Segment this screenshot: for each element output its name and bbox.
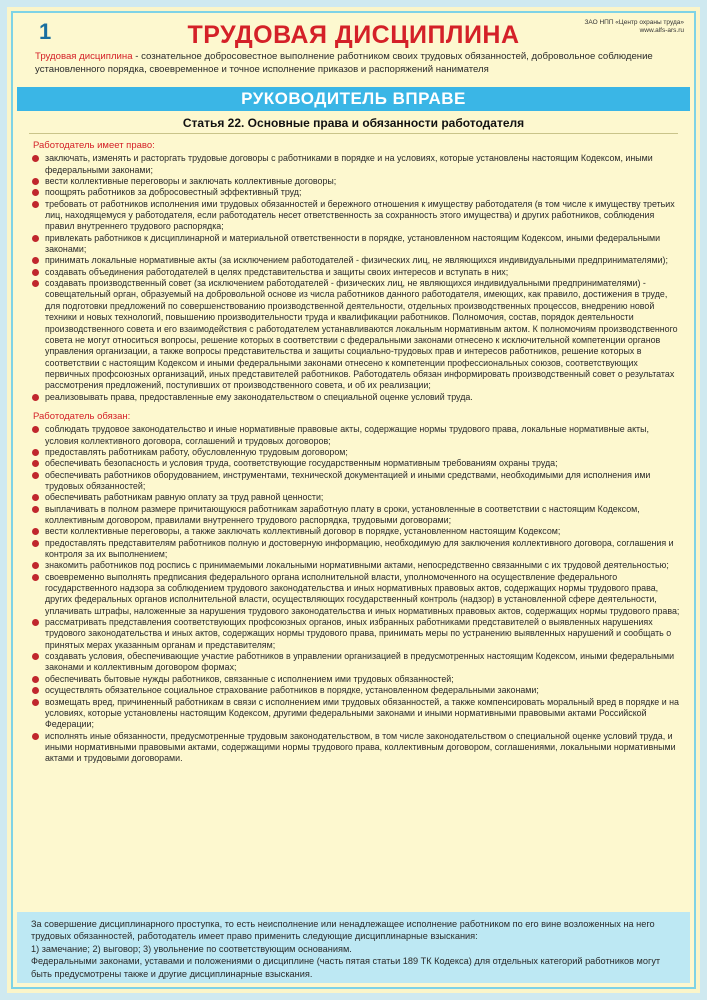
rights-list-item [31, 153, 680, 176]
duties-list-item-text: возмещать вред, причиненный работникам в связи с исполнением ими трудовых обязанностей, а также компенсировать моральный вред в порядке и на условиях, которые установлены настоящим Кодексом, другими федеральными законами и иными нормативными правовыми актами Российской Федерации; [45, 696, 679, 730]
duties-list-item [31, 651, 680, 674]
article-content [31, 137, 680, 765]
bullet-icon [32, 280, 39, 287]
poster-number: 1 [39, 19, 52, 44]
definition-body: - сознательное добросовестное выполнение работником своих трудовых обязанностей, добровольное соблюдение установленного порядка, своевременное и точное исполнение приказов и распоряжений нанимателя [35, 51, 653, 75]
duties-list-item [31, 470, 680, 493]
bullet-icon [32, 733, 39, 740]
duties-list-item [31, 492, 680, 503]
bullet-icon [32, 394, 39, 401]
rights-list-item-text: вести коллективные переговоры и заключать коллективные договоры; [45, 176, 337, 187]
rights-list-item-text: заключать, изменять и расторгать трудовые договоры с работниками в порядке и на условиях, которые установлены настоящим Кодексом, иными федеральными законами; [45, 153, 653, 175]
bullet-icon [32, 269, 39, 276]
poster-body [11, 11, 696, 989]
duties-heading: Работодатель обязан: [33, 410, 131, 422]
duties-list-item-text: соблюдать трудовое законодательство и иные нормативные правовые акты, содержащие нормы трудового права, локальные нормативные акты, условия коллективного договора, соглашений и трудовых договоров; [45, 424, 649, 446]
bullet-icon [32, 189, 39, 196]
duties-list-item-text: предоставлять работникам работу, обусловленную трудовым договором; [45, 446, 348, 457]
duties-list-item-text: рассматривать представления соответствующих профсоюзных органов, иных избранных работниками представителей о выявленных нарушениях трудового законодательства и иных актов, содержащих нормы трудового права, принимать меры по устранению выявленных нарушений и сообщать о принятых мерах указанным органам и представителям; [45, 617, 672, 650]
definition-term: Трудовая дисциплина [35, 51, 133, 62]
duties-list-item-text: предоставлять представителям работников полную и достоверную информацию, необходимую для заключения коллективного договора, соглашения и контроля за их выполнением; [45, 537, 674, 560]
bullet-icon [32, 235, 39, 242]
bullet-icon [32, 574, 39, 581]
duties-list-item [31, 424, 680, 447]
duties-list-item-text: исполнять иные обязанности, предусмотренные трудовым законодательством, в том числе законодательством о специальной оценке условий труда, и иными нормативными правовыми актами, содержащими нормы трудового права, коллективным договором, соглашениями, локальными нормативными актами и трудовыми договорами. [45, 730, 676, 764]
rights-list-item-text: привлекать работников к дисциплинарной и материальной ответственности в порядке, установленном настоящим Кодексом, иными федеральными законами; [45, 232, 661, 255]
duties-list-item-text: своевременно выполнять предписания федерального органа исполнительной власти, уполномоченного на осуществление федерального государственного надзора за соблюдением трудового законодательства и иных нормативных правовых актов, содержащих нормы трудового права, других федеральных органов исполнительной власти, осуществляющих государственный контроль (надзор) в установленной сфере деятельности, уплачивать штрафы, наложенные за нарушения трудового законодательства и иных нормативных правовых актов, содержащих нормы трудового права; [45, 571, 680, 616]
rights-list-item [31, 199, 680, 233]
rights-list-item [31, 176, 680, 187]
rights-list-item [31, 267, 680, 278]
duties-list-item [31, 685, 680, 696]
article-title: Статья 22. Основные права и обязанности работодателя [182, 116, 525, 130]
rights-heading: Работодатель имеет право: [33, 140, 155, 151]
duties-list-item [31, 447, 680, 458]
footer-paragraph-1: За совершение дисциплинарного проступка, то есть неисполнение или ненадлежащее исполнение работником по его вине возложенных на него трудовых обязанностей, работодатель имеет право применить следующие дисциплинарные взыскания: [31, 919, 655, 942]
duties-list-item [31, 617, 680, 651]
bullet-icon [32, 257, 39, 264]
bullet-icon [32, 472, 39, 479]
rights-list-item-text: принимать локальные нормативные акты (за исключением работодателей - физических лиц, не являющихся индивидуальными предпринимателями); [45, 255, 668, 266]
bullet-icon [32, 562, 39, 569]
rights-list-item-text: создавать объединения работодателей в целях представительства и защиты своих интересов и вступать в них; [45, 266, 509, 277]
duties-list-item [31, 572, 680, 617]
bullet-icon [32, 653, 39, 660]
bullet-icon [32, 619, 39, 626]
rights-list [31, 153, 680, 403]
bullet-icon [32, 155, 39, 162]
duties-list-item-text: обеспечивать работникам равную оплату за труд равной ценности; [45, 492, 324, 503]
bullet-icon [32, 528, 39, 535]
rights-list-item-text: реализовывать права, предоставленные ему законодательством о специальной оценке условий труда. [45, 391, 473, 402]
disciplinary-info-box [17, 912, 690, 983]
bullet-icon [32, 201, 39, 208]
duties-list-item-text: обеспечивать безопасность и условия труда, соответствующие государственным нормативным требованиям охраны труда; [45, 458, 558, 469]
bullet-icon [32, 540, 39, 547]
duties-list-item-text: обеспечивать работников оборудованием, инструментами, технической документацией и иными средствами, необходимыми для исполнения ими трудовых обязанностей; [45, 469, 651, 491]
duties-list-item [31, 526, 680, 537]
duties-list-item-text: выплачивать в полном размере причитающуюся работникам заработную плату в сроки, установленные в соответствии с настоящим Кодексом, коллективным договором, правилами внутреннего трудового распорядка, трудовыми договорами; [45, 503, 640, 525]
rights-list-item [31, 187, 680, 198]
definition-text [35, 51, 678, 76]
rights-list-item-text: поощрять работников за добросовестный эффективный труд; [45, 187, 302, 198]
bullet-icon [32, 699, 39, 706]
duties-list-item [31, 697, 680, 731]
duties-list-item [31, 674, 680, 685]
bullet-icon [32, 687, 39, 694]
rights-list-item [31, 255, 680, 266]
publisher-website: www.alfs-ars.ru [639, 27, 684, 34]
publisher-name: ЗАО НПП «Центр охраны труда» [584, 19, 684, 26]
duties-list-item-text: создавать условия, обеспечивающие участие работников в управлении организацией в предусмотренных настоящим Кодексом, иными федеральными законами и коллективным договором формах; [45, 651, 675, 673]
bullet-icon [32, 460, 39, 467]
duties-list-item [31, 504, 680, 527]
footer-paragraph-2: 1) замечание; 2) выговор; 3) увольнение по соответствующим основаниям. [31, 943, 352, 954]
duties-list-item [31, 538, 680, 561]
bullet-icon [32, 449, 39, 456]
duties-list-item-text: вести коллективные переговоры, а также заключать коллективный договор в порядке, установленном настоящим Кодексом; [45, 526, 561, 537]
rights-list-item [31, 233, 680, 256]
duties-list-item-text: осуществлять обязательное социальное страхование работников в порядке, установленном федеральными законами; [45, 685, 539, 696]
bullet-icon [32, 426, 39, 433]
rights-list-item [31, 278, 680, 391]
poster-header [13, 13, 694, 85]
rights-list-item [31, 392, 680, 403]
duties-list-item [31, 560, 680, 571]
duties-list-item-text: обеспечивать бытовые нужды работников, связанные с исполнением ими трудовых обязанностей; [45, 673, 454, 684]
bullet-icon [32, 676, 39, 683]
duties-list-item-text: знакомить работников под роспись с принимаемыми локальными нормативными актами, непосредственно связанными с их трудовой деятельностью; [45, 560, 669, 571]
footer-paragraph-3: Федеральными законами, уставами и положениями о дисциплине (часть пятая статьи 189 ТК Кодекса) для отдельных категорий работников могут быть предусмотрены также и другие дисциплинарные взыскания. [31, 956, 661, 979]
duties-list [31, 424, 680, 764]
rights-list-item-text: создавать производственный совет (за исключением работодателей - физических лиц, не являющихся индивидуальными предпринимателями) - совещательный орган, образуемый на добровольной основе из числа работников данного работодателя, имеющих, как правило, достижения в труде, для подготовки предложений по совершенствованию производственной деятельности, отдельных производственных процессов, внедрению новой техники и новых технологий, повышению производительности труда и квалификации работников. Полномочия, состав, порядок деятельности производственного совета и его взаимодействия с работодателем устанавливаются локальным нормативным актом. К полномочиям производственного совета не могут относиться вопросы, решение которых в соответствии с федеральными законами отнесено к исключительной компетенции органов управления организации, а также вопросы представительства и защиты социально-трудовых прав и интересов работников, решение которых в соответствии с настоящим Кодексом и иными федеральными законами отнесено к компетенции профессиональных союзов, соответствующих первичных профсоюзных организаций, иных представителей работников. Работодатель обязан информировать производственный совет о результатах рассмотрения предложений, поступивших от производственного совета, и об их реализации; [45, 278, 678, 391]
poster-title: ТРУДОВАЯ ДИСЦИПЛИНА [187, 21, 520, 49]
publisher-info [584, 19, 684, 35]
duties-list-item [31, 458, 680, 469]
rights-list-item-text: требовать от работников исполнения ими трудовых обязанностей и бережного отношения к имуществу работодателя (в том числе к имуществу третьих лиц, находящемуся у работодателя, если работодатель несет ответственность за сохранность этого имущества) и других работников, соблюдения правил внутреннего трудового распорядка; [45, 198, 675, 232]
section-banner: РУКОВОДИТЕЛЬ ВПРАВЕ [17, 87, 690, 111]
bullet-icon [32, 494, 39, 501]
bullet-icon [32, 506, 39, 513]
bullet-icon [32, 178, 39, 185]
duties-list-item [31, 731, 680, 765]
divider [29, 133, 678, 134]
